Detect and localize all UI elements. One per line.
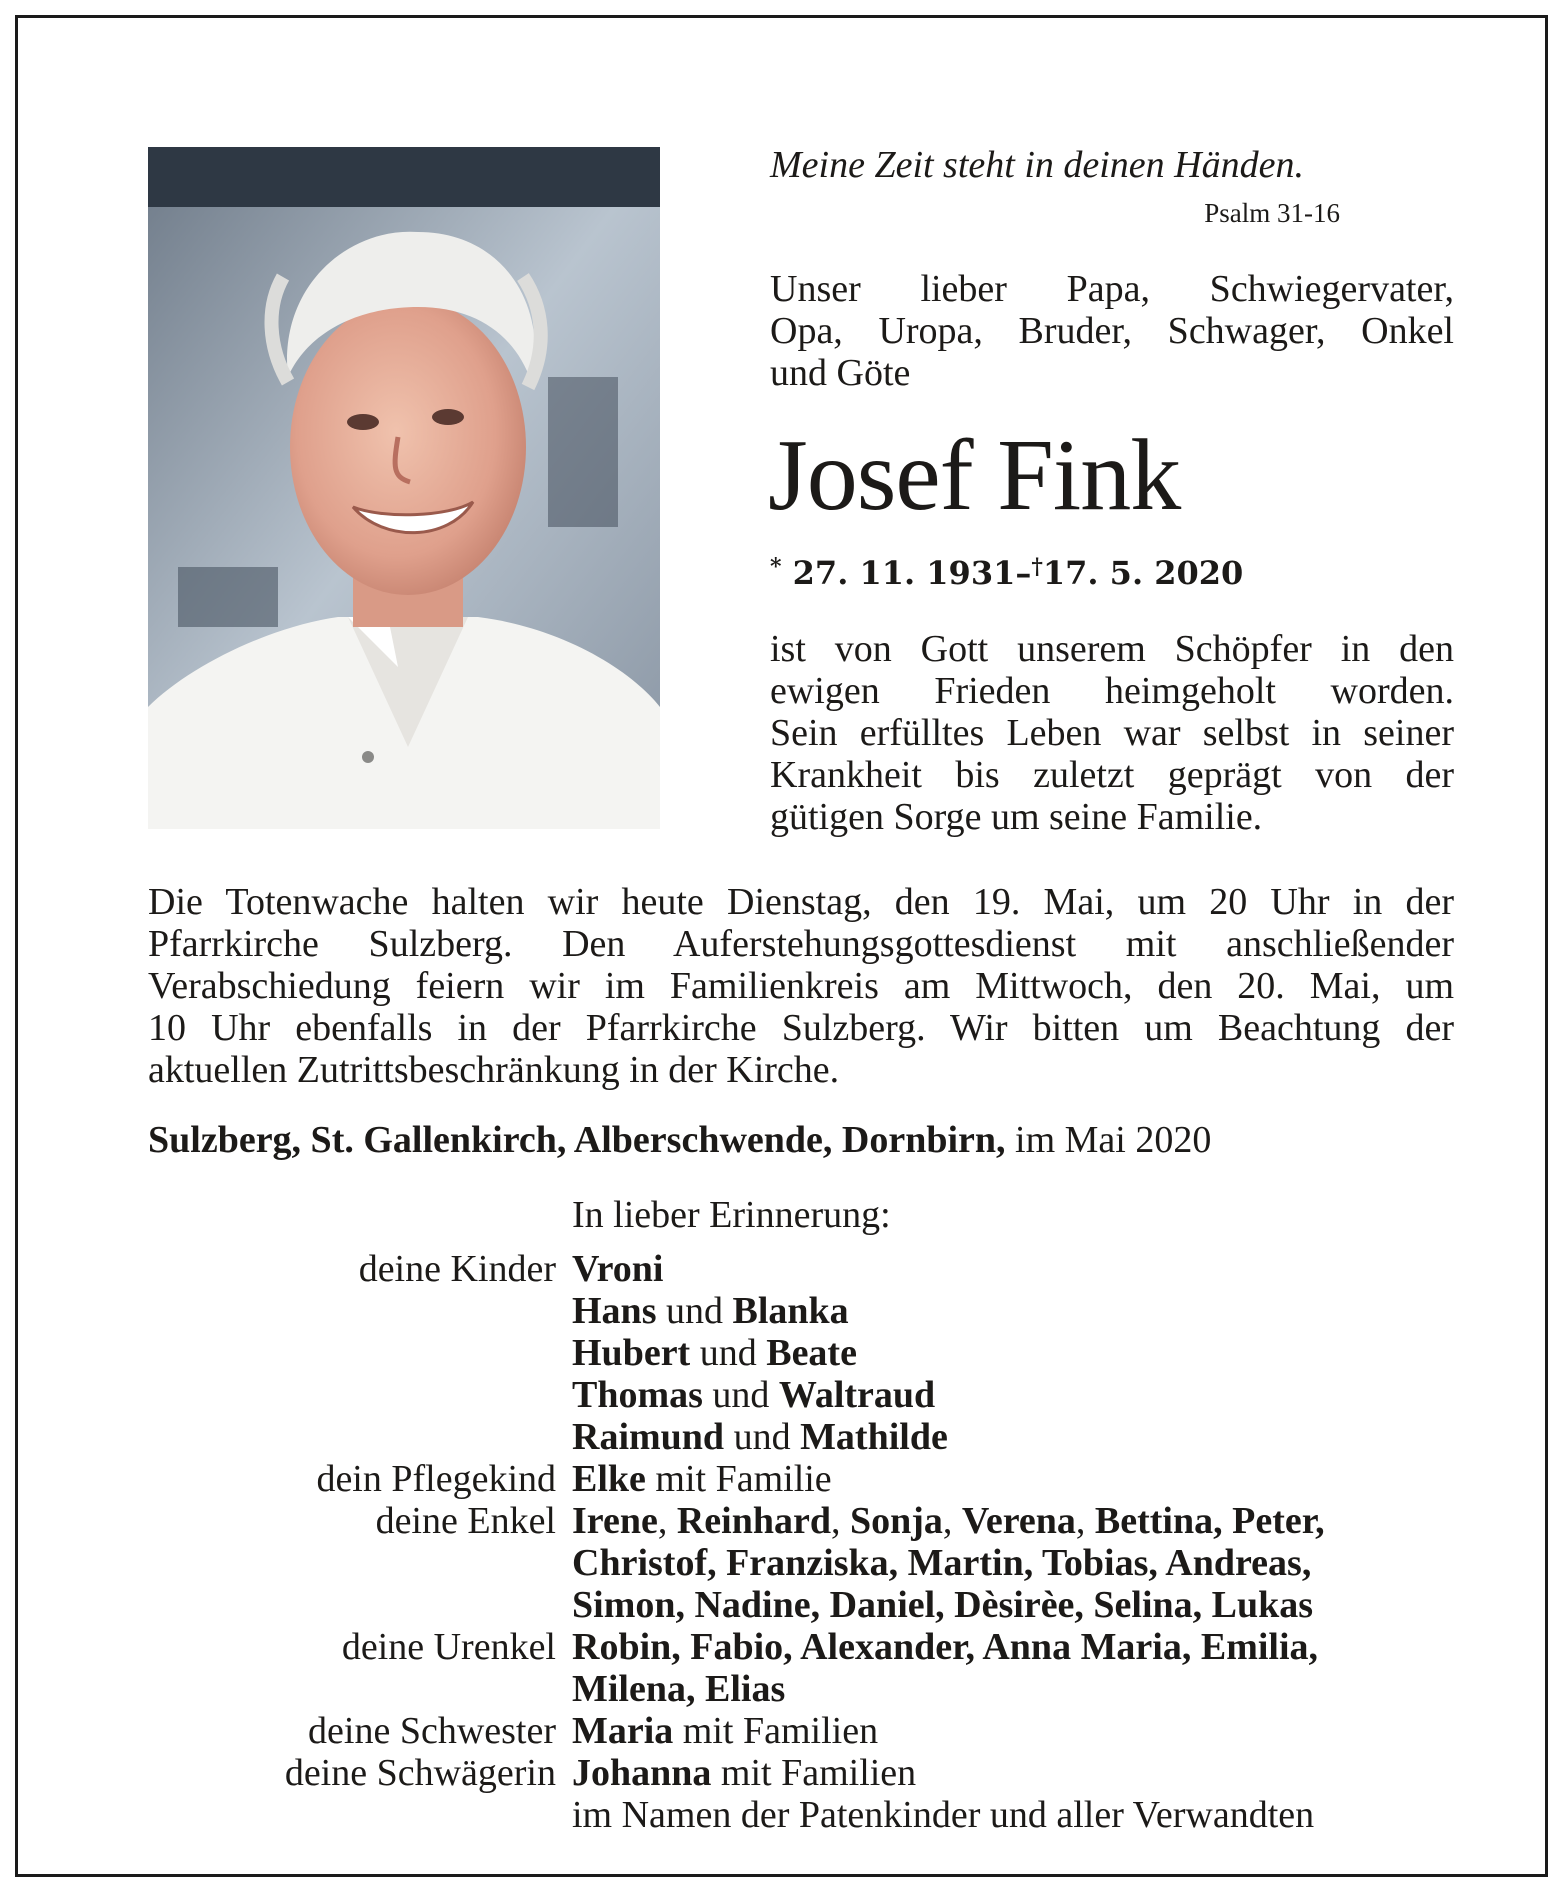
intro-line: Unser lieber Papa, Schwiegervater, [770,268,1454,310]
birth-symbol: * [770,554,782,580]
family-group [148,1458,1454,1500]
family-connector-text: , [942,1500,962,1542]
family-connector-text: mit Familie [645,1458,832,1500]
family-relation-label: dein Pflegekind [316,1458,556,1500]
family-member-name: Elke [572,1458,646,1500]
obituary-frame [15,15,1548,1877]
announcement-line: gütigen Sorge um seine Familie. [770,796,1263,838]
announcement-line: ist von Gott unserem Schöpfer in den [770,628,1454,670]
family-member-line [572,1752,1454,1794]
death-symbol: † [1031,554,1043,580]
family-relation-label: deine Schwägerin [284,1752,556,1794]
family-member-name: Raimund [572,1416,725,1458]
announcement-line: Krankheit bis zuletzt geprägt von der [770,754,1454,796]
family-member-name: Sonja [849,1500,943,1542]
family-members [572,1626,1454,1710]
family-group [148,1710,1454,1752]
family-member-name: Christof, Franziska, Martin, Tobias, Andreas, [572,1542,1312,1584]
family-member-name: Blanka [732,1290,849,1332]
family-member-name: Beate [766,1332,857,1374]
family-member-name: Verena [961,1500,1076,1542]
family-group [148,1752,1454,1794]
portrait-photo [148,147,660,829]
family-member-name: Maria [572,1710,674,1752]
service-line: Pfarrkirche Sulzberg. Den Auferstehungsgottesdienst mit anschließender [148,923,1454,965]
service-line: 10 Uhr ebenfalls in der Pfarrkirche Sulzberg. Wir bitten um Beachtung der [148,1007,1454,1049]
birth-date: 27. 11. 1931 [792,554,1016,592]
family-connector-text: mit Familien [711,1752,917,1794]
family-relation-label: deine Schwester [308,1710,556,1752]
place-and-date [148,1118,1454,1162]
family-connector-text: , [1075,1500,1095,1542]
intro-line: Opa, Uropa, Bruder, Schwager, Onkel [770,310,1454,352]
family-group [148,1500,1454,1626]
family-relation-label: deine Enkel [375,1500,556,1542]
family-group [148,1626,1454,1710]
family-member-line [572,1584,1454,1626]
family-member-line [572,1416,1454,1458]
family-member-name: Irene [572,1500,658,1542]
family-group [148,1794,1454,1836]
family-members [572,1500,1454,1626]
family-connector-text: mit Familien [673,1710,879,1752]
date-dash: – [1015,554,1032,592]
family-member-name: Bettina, Peter, [1094,1500,1325,1542]
family-group [148,1248,1454,1458]
remembrance-heading: In lieber Erinnerung: [572,1194,891,1236]
family-relation-label: deine Kinder [358,1248,556,1290]
family-members [572,1794,1454,1836]
place-names: Sulzberg, St. Gallenkirch, Alberschwende, Dornbirn, [148,1119,1006,1161]
family-connector-text: und [690,1332,767,1374]
family-relation-label: deine Urenkel [341,1626,556,1668]
announcement-text [770,628,1454,838]
death-date: 17. 5. 2020 [1042,554,1244,592]
bible-reference: Psalm 31-16 [1204,198,1340,228]
relationship-intro [770,268,1454,394]
family-list [148,1248,1454,1836]
family-member-line [572,1542,1454,1584]
bible-quote: Meine Zeit steht in deinen Händen. [770,144,1304,186]
life-dates [770,545,1370,595]
family-connector-text: und [656,1290,733,1332]
service-line: Die Totenwache halten wir heute Dienstag, den 19. Mai, um 20 Uhr in der [148,881,1454,923]
family-member-name: Hubert [572,1332,691,1374]
family-member-line [572,1626,1454,1668]
family-members [572,1458,1454,1500]
family-members [572,1752,1454,1794]
family-member-name: Simon, Nadine, Daniel, Dèsirèe, Selina, Lukas [572,1584,1314,1626]
announcement-line: Sein erfülltes Leben war selbst in seiner [770,712,1454,754]
family-member-line [572,1248,1454,1290]
family-connector-text: und [702,1374,779,1416]
announcement-line: ewigen Frieden heimgeholt worden. [770,670,1454,712]
family-members [572,1710,1454,1752]
family-relation-label [148,1794,572,1836]
family-connector-text: im Namen der Patenkinder und aller Verwandten [572,1794,1315,1836]
service-line: aktuellen Zutrittsbeschränkung in der Kirche. [148,1049,840,1091]
portrait-illustration [148,147,660,829]
family-member-name: Reinhard [676,1500,831,1542]
family-member-name: Milena, Elias [572,1668,786,1710]
intro-line: und Göte [770,352,911,394]
family-member-line [572,1500,1454,1542]
family-member-line [572,1374,1454,1416]
family-member-line [572,1290,1454,1332]
family-connector-text: , [830,1500,850,1542]
family-member-name: Vroni [572,1248,664,1290]
family-member-name: Robin, Fabio, Alexander, Anna Maria, Emilia, [572,1626,1319,1668]
family-member-line [572,1458,1454,1500]
service-details [148,881,1454,1091]
family-member-name: Waltraud [778,1374,936,1416]
family-member-line [572,1332,1454,1374]
family-member-name: Thomas [572,1374,703,1416]
place-date: im Mai 2020 [1005,1119,1212,1161]
family-member-line [572,1710,1454,1752]
family-member-name: Mathilde [800,1416,948,1458]
family-connector-text: , [657,1500,677,1542]
family-member-name: Johanna [572,1752,712,1794]
family-member-line [572,1668,1454,1710]
family-connector-text: und [724,1416,801,1458]
family-member-name: Hans [572,1290,657,1332]
family-member-line [572,1794,1454,1836]
family-members [572,1248,1454,1458]
deceased-name: Josef Fink [768,419,1181,532]
service-line: Verabschiedung feiern wir im Familienkreis am Mittwoch, den 20. Mai, um [148,965,1454,1007]
